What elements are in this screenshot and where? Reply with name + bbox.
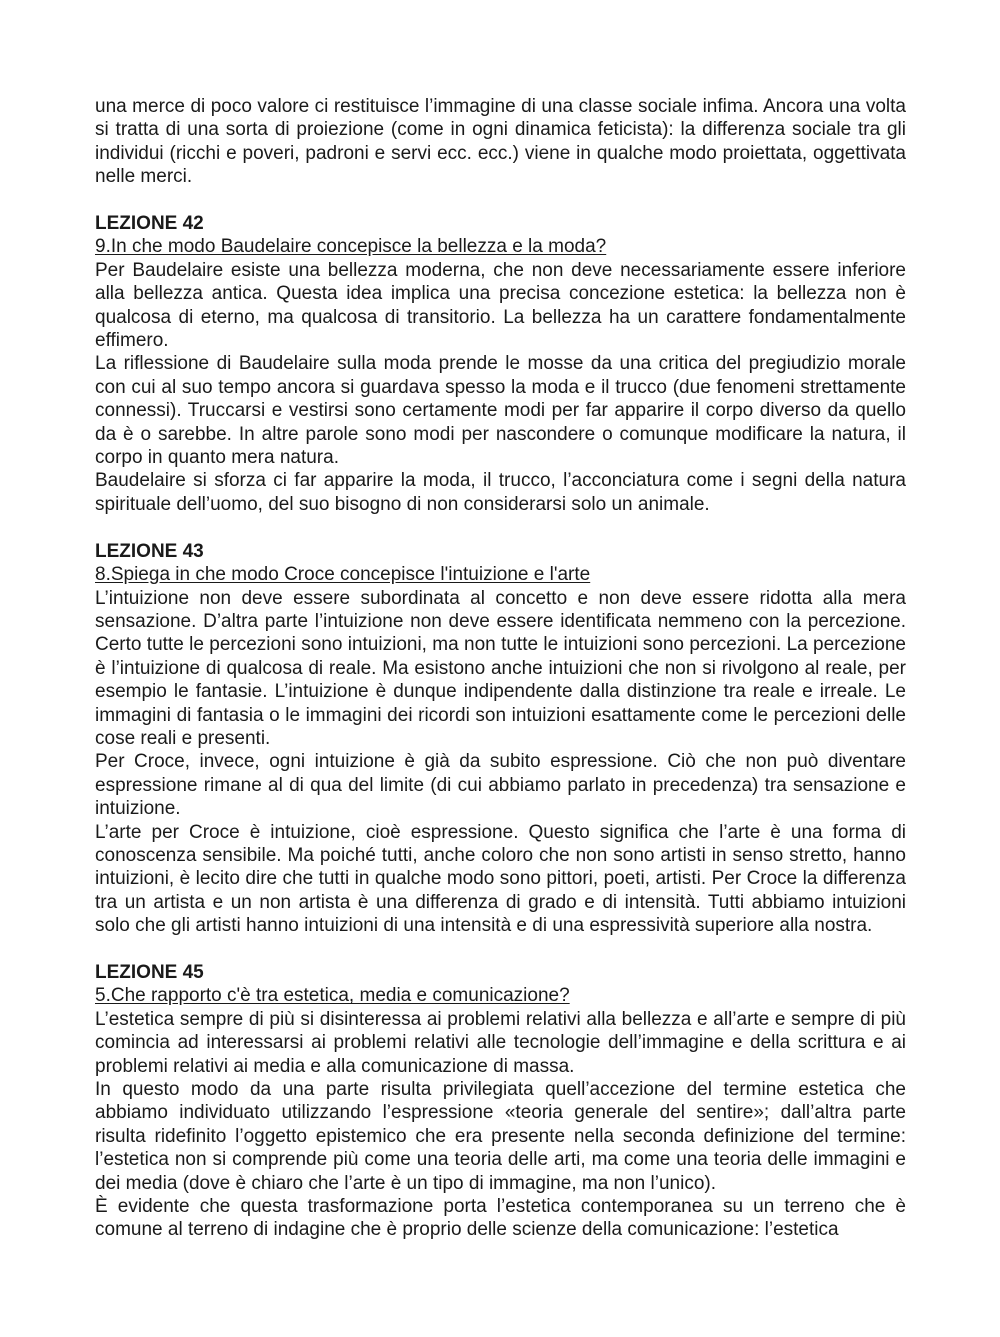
section-heading: LEZIONE 45 — [95, 961, 204, 983]
paragraph: È evidente che questa trasformazione porta l’estetica contemporanea su un terreno che è comune al terreno di indagine che è proprio delle scienze della comunicazione: l’estetica — [95, 1196, 906, 1241]
paragraph: Baudelaire si sforza ci far apparire la moda, il trucco, l’acconciatura come i segni della natura spirituale dell’uomo, del suo bisogno di non considerarsi solo un animale. — [95, 470, 906, 515]
paragraph: L’intuizione non deve essere subordinata al concetto e non deve essere ridotta alla mera sensazione. D’altra parte l’intuizione non deve essere identificata nemmeno con la percezione. Certo tutte le percezioni sono intuizioni, ma non tutte le intuizioni sono percezioni. La percezione è l’intuizione di qualcosa di reale. Ma esistono anche intuizioni che non si rivolgono al reale, per esempio le fantasie. L’intuizione è dunque indipendente dalla distinzione tra reale e irreale. Le immagini di fantasia o le immagini dei ricordi son intuizioni esattamente come le percezioni delle cose reali e presenti. — [95, 587, 906, 749]
section-question: 8.Spiega in che modo Croce concepisce l'intuizione e l'arte — [95, 564, 591, 586]
section-question: 9.In che modo Baudelaire concepisce la bellezza e la moda? — [95, 236, 607, 258]
paragraph: Per Croce, invece, ogni intuizione è già da subito espressione. Ciò che non può diventare espressione rimane al di qua del limite (di cui abbiamo parlato in precedenza) tra sensazione e intuizione. — [95, 751, 906, 820]
section-heading: LEZIONE 42 — [95, 213, 204, 235]
section-lezione-43 — [95, 540, 906, 938]
paragraph: L’estetica sempre di più si disinteressa ai problemi relativi alla bellezza e all’arte e sempre di più comincia ad interessarsi ai problemi relativi alle tecnologie dell’immagine e della scrittura e ai problemi relativi ai media e alla comunicazione di massa. — [95, 1008, 906, 1077]
paragraph: In questo modo da una parte risulta privilegiata quell’accezione del termine estetica che abbiamo individuato utilizzando l’espressione «teoria generale del sentire»; dall’altra parte risulta ridefinito l’oggetto epistemico che era presente nella seconda definizione del termine: l’estetica non si comprende più come una teoria delle arti, ma come una teoria delle immagini e dei media (dove è chiaro che l’arte è un tipo di immagine, ma non l’unico). — [95, 1079, 906, 1194]
intro-block — [95, 95, 906, 189]
document-page — [95, 95, 906, 1242]
paragraph: Per Baudelaire esiste una bellezza moderna, che non deve necessariamente essere inferiore alla bellezza antica. Questa idea implica una precisa concezione estetica: la bellezza non è qualcosa di eterno, ma qualcosa di transitorio. La bellezza ha un carattere fondamentalmente effimero. — [95, 259, 906, 352]
paragraph: La riflessione di Baudelaire sulla moda prende le mosse da una critica del pregiudizio morale con cui al suo tempo ancora si guardava spesso la moda e il trucco (due fenomeni strettamente connessi). Truccarsi e vestirsi sono certamente modi per far apparire il corpo diverso da quello da è o sarebbe. In altre parole sono modi per nascondere o comunque modificare la natura, il corpo in quanto mera natura. — [95, 353, 906, 469]
section-lezione-45 — [95, 961, 906, 1242]
section-question: 5.Che rapporto c'è tra estetica, media e comunicazione? — [95, 985, 570, 1007]
section-heading: LEZIONE 43 — [95, 540, 204, 562]
paragraph: L’arte per Croce è intuizione, cioè espressione. Questo significa che l’arte è una forma di conoscenza sensibile. Ma poiché tutti, anche coloro che non sono artisti in senso stretto, hanno intuizioni, è lecito dire che tutti in qualche modo sono pittori, poeti, artisti. Per Croce la differenza tra un artista e un non artista è una differenza di grado e di intensità. Tutti abbiamo intuizioni solo che gli artisti hanno intuizioni di una intensità e di una espressività superiore alla nostra. — [95, 821, 906, 937]
paragraph: una merce di poco valore ci restituisce l’immagine di una classe sociale infima. Ancora una volta si tratta di una sorta di proiezione (come in ogni dinamica feticista): la differenza sociale tra gli individui (ricchi e poveri, padroni e servi ecc. ecc.) viene in qualche modo proiettata, oggettivata nelle merci. — [95, 96, 906, 188]
section-lezione-42 — [95, 212, 906, 516]
